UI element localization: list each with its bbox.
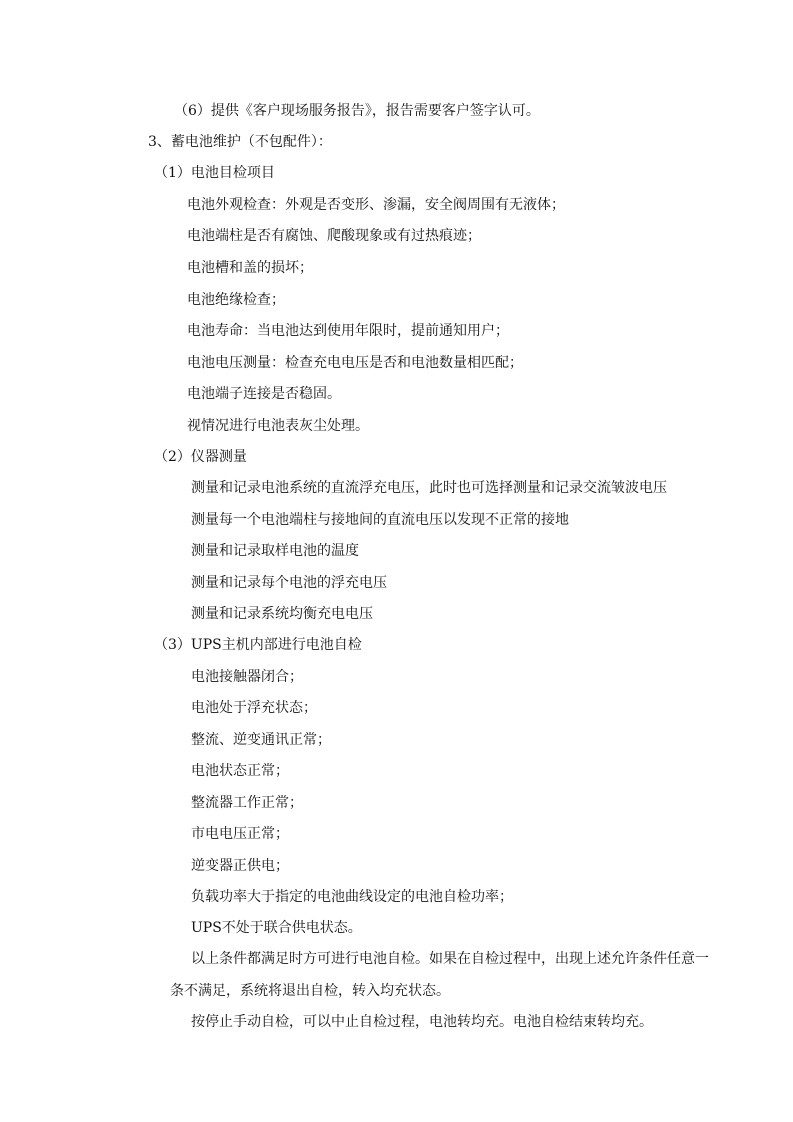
self-test-condition: 整流、逆变通讯正常； (191, 732, 331, 748)
self-test-condition: 市电电压正常； (191, 826, 289, 842)
measurement-item: 测量和记录取样电池的温度 (191, 543, 359, 559)
visual-check-item: 电池外观检查：外观是否变形、渗漏，安全阀周围有无液体； (187, 197, 565, 213)
self-test-paragraph-line: 以上条件都满足时方可进行电池自检。如果在自检过程中，出现上述允许条件任意一 (191, 951, 709, 967)
measurement-item: 测量和记录系统均衡充电电压 (191, 606, 373, 622)
self-test-condition: 电池状态正常； (191, 763, 289, 779)
subsection-1-heading: （1）电池目检项目 (154, 165, 275, 181)
stop-self-test-paragraph: 按停止手动自检，可以中止自检过程，电池转均充。电池自检结束转均充。 (191, 1014, 653, 1030)
item-6-report: （6）提供《客户现场服务报告》，报告需要客户签字认可。 (174, 103, 540, 119)
subsection-2-heading: （2）仪器测量 (154, 449, 247, 465)
section-3-heading: 3、蓄电池维护（不包配件）： (148, 134, 332, 150)
self-test-condition: UPS不处于联合供电状态。 (191, 920, 362, 936)
measurement-item: 测量和记录电池系统的直流浮充电压，此时也可选择测量和记录交流皱波电压 (191, 480, 667, 496)
visual-check-item: 电池绝缘检查； (187, 292, 285, 308)
self-test-condition: 电池处于浮充状态； (191, 700, 317, 716)
visual-check-item: 电池电压测量：检查充电电压是否和电池数量相匹配； (187, 355, 523, 371)
self-test-condition: 电池接触器闭合； (191, 669, 303, 685)
visual-check-item: 电池端子连接是否稳固。 (187, 386, 341, 402)
self-test-condition: 逆变器正供电； (191, 858, 289, 874)
self-test-condition: 整流器工作正常； (191, 795, 303, 811)
measurement-item: 测量每一个电池端柱与接地间的直流电压以发现不正常的接地 (191, 512, 569, 528)
visual-check-item: 电池槽和盖的损坏； (187, 260, 313, 276)
self-test-paragraph-line: 条不满足，系统将退出自检，转入均充状态。 (170, 983, 450, 999)
subsection-3-heading: （3）UPS主机内部进行电池自检 (154, 637, 362, 653)
visual-check-item: 电池寿命：当电池达到使用年限时，提前通知用户； (187, 323, 509, 339)
visual-check-item: 视情况进行电池表灰尘处理。 (187, 418, 369, 434)
self-test-condition: 负载功率大于指定的电池曲线设定的电池自检功率； (191, 889, 513, 905)
measurement-item: 测量和记录每个电池的浮充电压 (191, 575, 387, 591)
visual-check-item: 电池端柱是否有腐蚀、爬酸现象或有过热痕迹； (187, 228, 481, 244)
